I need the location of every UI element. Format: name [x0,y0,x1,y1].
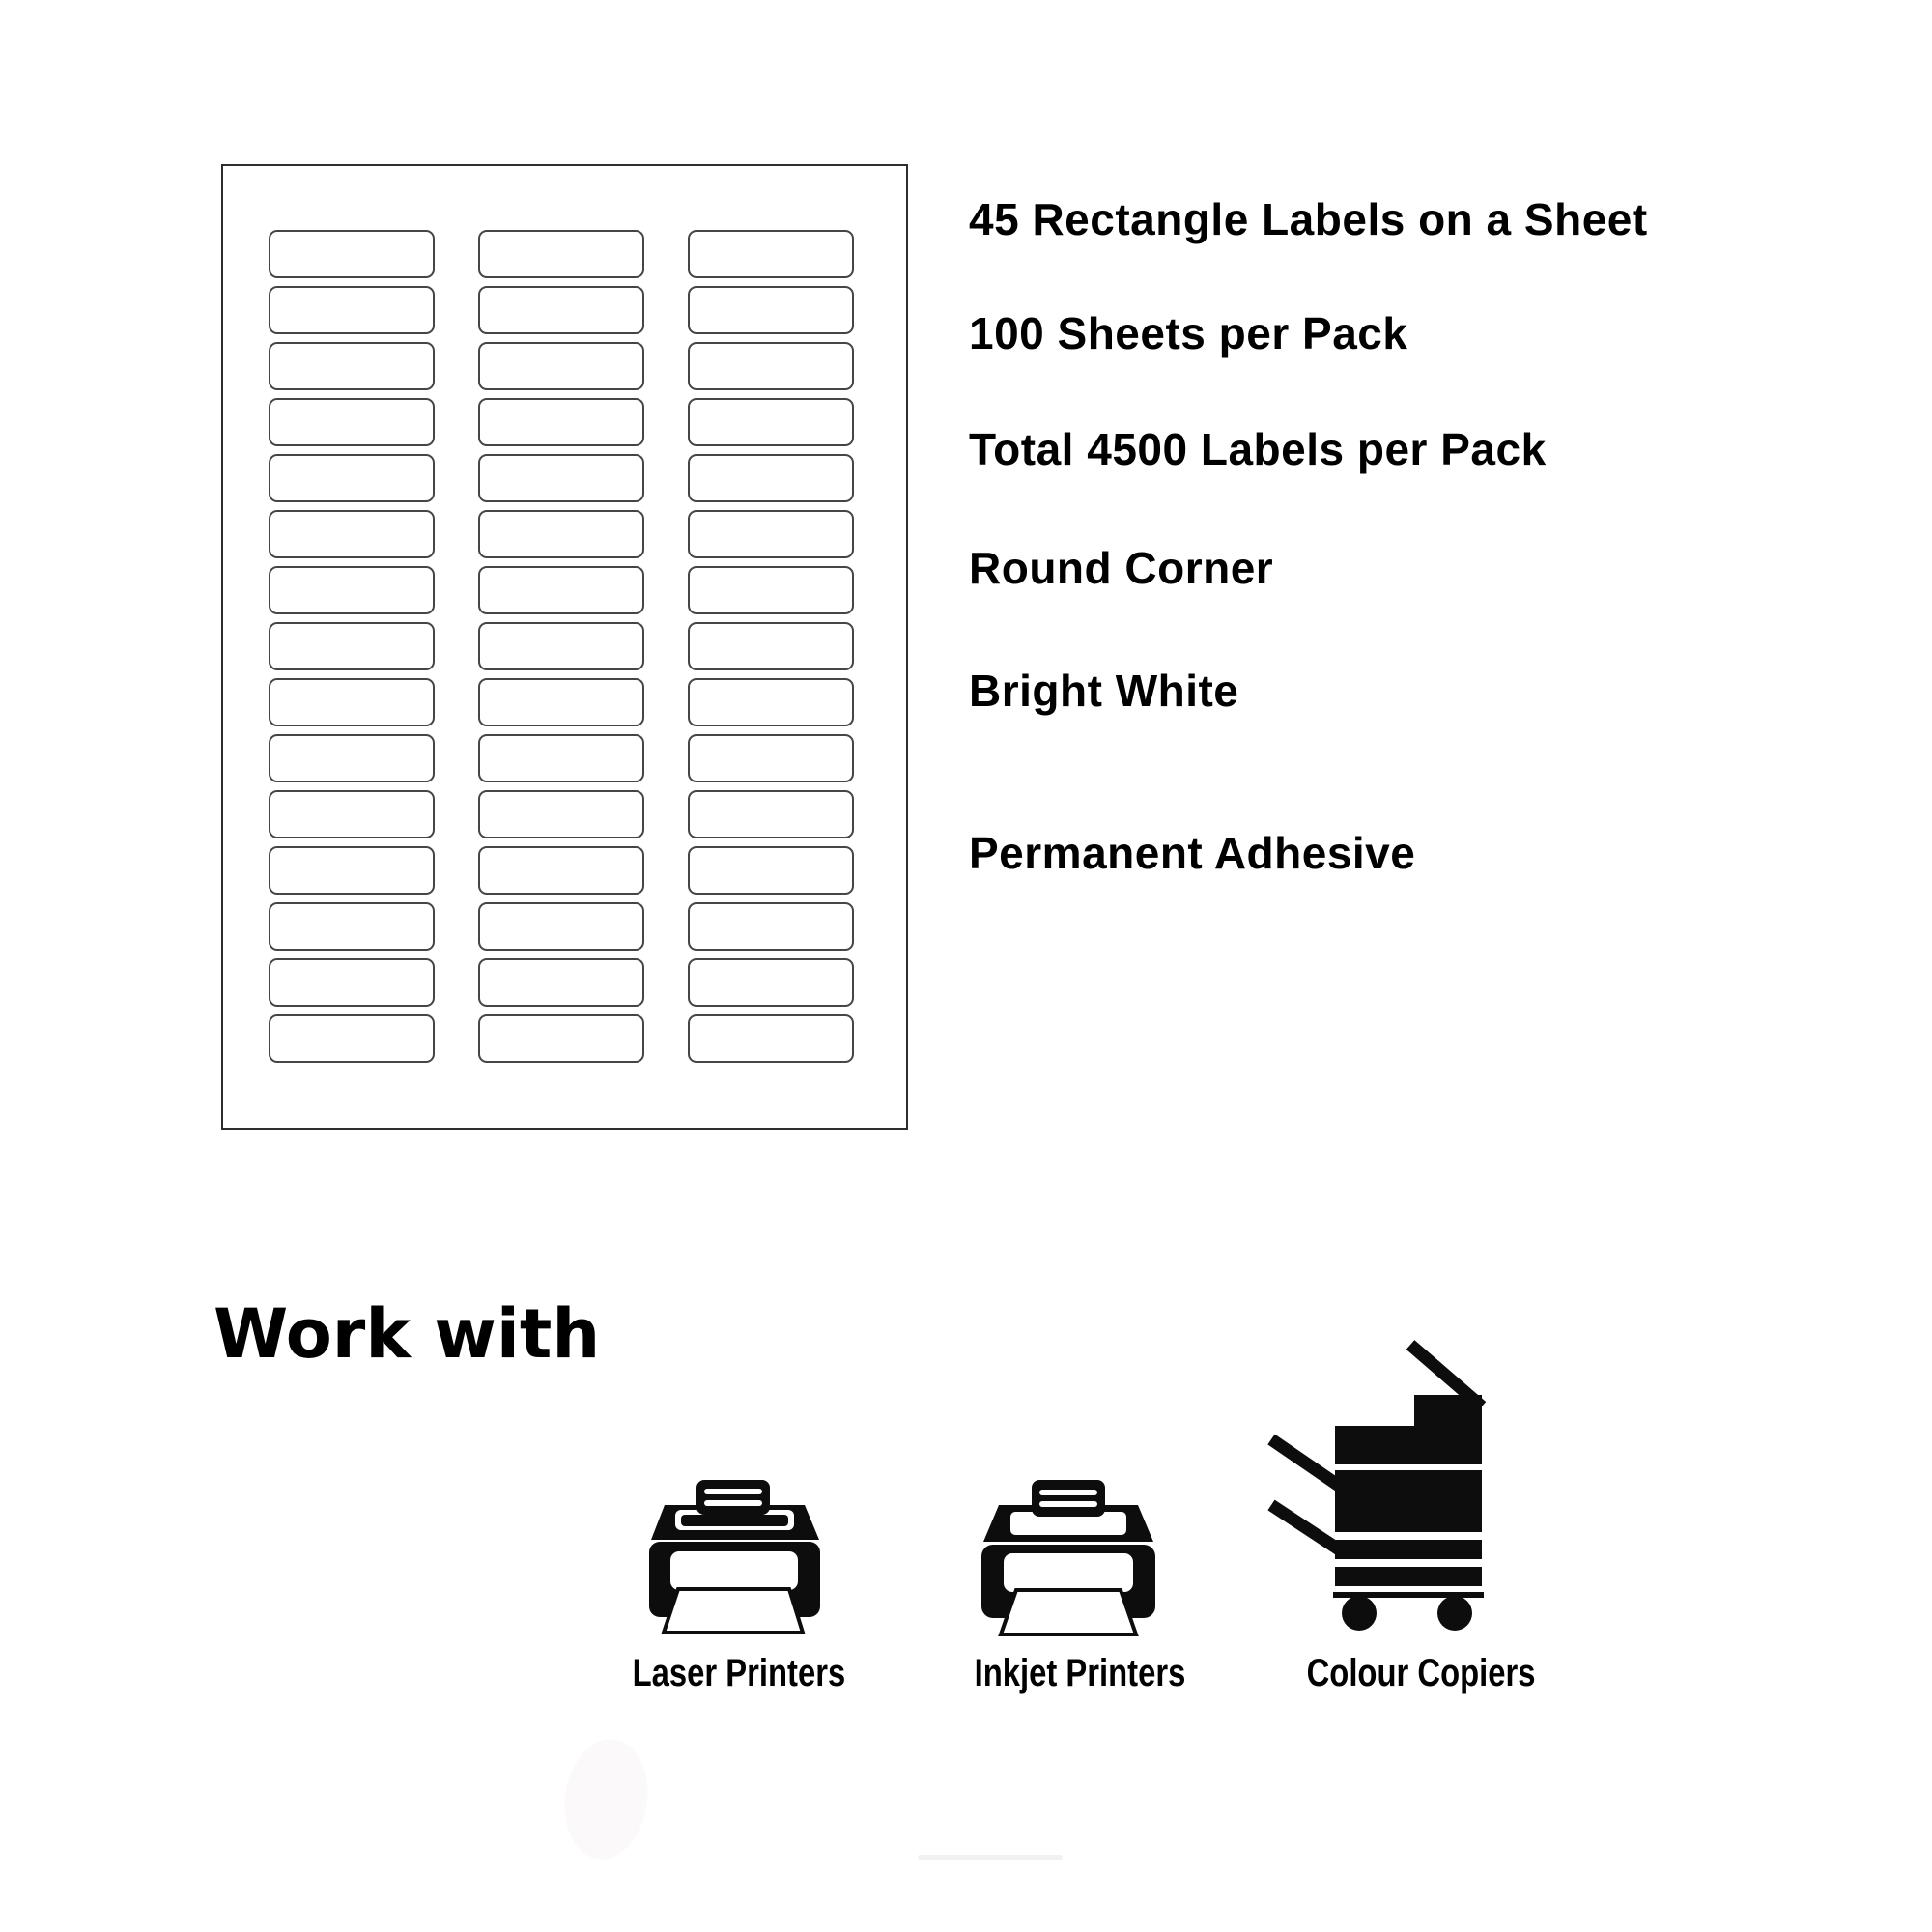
label-cell [478,510,644,558]
inkjet-printer-icon [981,1480,1155,1636]
label-sheet [221,164,908,1130]
label-cell [478,286,644,334]
label-cell [478,902,644,951]
colour-copiers-caption: Colour Copiers [1306,1652,1536,1694]
feature-total-labels: Total 4500 Labels per Pack [969,424,1547,474]
colour-copier-icon [1267,1339,1486,1634]
label-cell [688,398,854,446]
label-cell [478,1014,644,1063]
label-cell [269,958,435,1007]
label-cell [269,622,435,670]
label-cell [688,566,854,614]
feature-bright-white: Bright White [969,666,1239,716]
label-cell [478,230,644,278]
label-cell [478,398,644,446]
feature-sheets-per-pack: 100 Sheets per Pack [969,308,1408,358]
label-cell [269,510,435,558]
work-with-heading: Work with [213,1294,601,1374]
background-smudge [918,1855,1063,1860]
label-cell [688,846,854,895]
label-cell [269,454,435,502]
label-cell [269,902,435,951]
inkjet-printers-caption: Inkjet Printers [974,1652,1186,1694]
label-cell [478,622,644,670]
label-cell [269,790,435,838]
feature-round-corner: Round Corner [969,543,1274,593]
label-cell [478,790,644,838]
label-cell [688,342,854,390]
label-cell [269,286,435,334]
label-cell [269,678,435,726]
label-cell [688,734,854,782]
label-cell [269,398,435,446]
label-cell [688,454,854,502]
label-cell [478,454,644,502]
label-cell [478,566,644,614]
label-cell [478,958,644,1007]
label-cell [688,790,854,838]
label-cell [688,1014,854,1063]
label-cell [688,958,854,1007]
label-cell [688,622,854,670]
label-cell [478,846,644,895]
label-grid [269,230,854,1063]
label-cell [688,902,854,951]
label-cell [688,510,854,558]
label-cell [269,342,435,390]
laser-printers-caption: Laser Printers [632,1652,846,1694]
laser-printer-icon [649,1480,821,1636]
label-cell [688,678,854,726]
label-cell [269,1014,435,1063]
label-cell [688,286,854,334]
background-smudge [557,1734,656,1865]
label-cell [478,342,644,390]
label-cell [269,734,435,782]
feature-labels-per-sheet: 45 Rectangle Labels on a Sheet [969,194,1648,244]
feature-permanent-adhesive: Permanent Adhesive [969,828,1416,878]
label-cell [688,230,854,278]
label-cell [478,734,644,782]
label-cell [269,566,435,614]
label-cell [269,230,435,278]
label-cell [269,846,435,895]
label-cell [478,678,644,726]
